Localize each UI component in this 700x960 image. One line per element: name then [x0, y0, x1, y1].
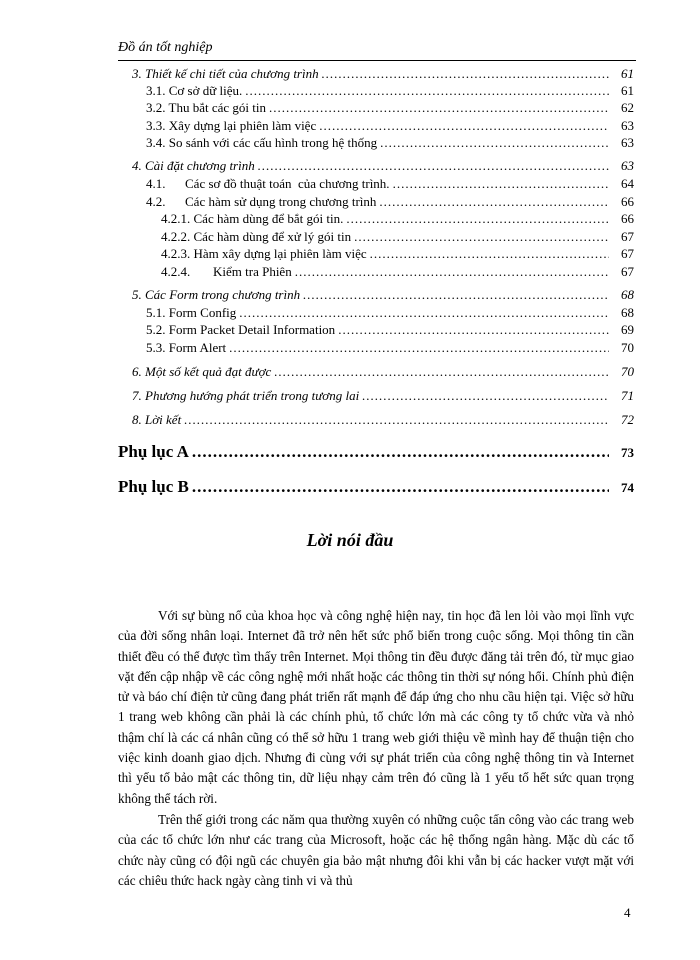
toc-entry [132, 412, 634, 428]
toc-entry-label: 4.1. Các sơ đồ thuật toán của chương trình. [146, 176, 390, 191]
toc-entry [146, 135, 634, 151]
toc-entry [118, 442, 634, 462]
toc-entry-page: 66 [621, 194, 634, 209]
toc-entry [146, 100, 634, 116]
toc-leader-dots [245, 83, 609, 99]
toc-entry [161, 229, 634, 245]
toc-entry-label: 3.3. Xây dựng lại phiên làm việc [146, 118, 317, 133]
toc-entry-label: Phụ lục A [118, 442, 189, 461]
toc-entry-page: 68 [621, 305, 634, 320]
toc-leader-dots [303, 287, 609, 303]
toc-leader-dots [379, 194, 609, 210]
toc-leader-dots [319, 118, 609, 134]
toc-entry-label: 5. Các Form trong chương trình [132, 287, 301, 302]
toc-entry-page: 62 [621, 100, 634, 115]
toc-entry-label: 6. Một số kết quả đạt được [132, 364, 272, 379]
toc-entry-label: 3. Thiết kế chi tiết của chương trình [132, 66, 319, 81]
toc-leader-dots [239, 305, 609, 321]
toc-entry [132, 66, 634, 82]
toc-entry-label: 3.1. Cơ sở dữ liệu. [146, 83, 243, 98]
toc-entry-page: 64 [621, 176, 634, 191]
toc-leader-dots [192, 477, 609, 497]
toc-leader-dots [295, 264, 609, 280]
toc-entry-page: 73 [621, 445, 634, 460]
toc-entry [146, 83, 634, 99]
toc-entry-page: 61 [621, 66, 634, 81]
toc-entry-label: 5.1. Form Config [146, 305, 237, 320]
toc-entry-label: 4.2.4. Kiểm tra Phiên [161, 264, 292, 279]
toc-entry-label: 4.2.1. Các hàm dùng để bắt gói tin. [161, 211, 344, 226]
running-header: Đồ án tốt nghiệp [118, 40, 213, 55]
toc-leader-dots [229, 340, 609, 356]
toc-leader-dots [370, 246, 609, 262]
toc-entry-page: 63 [621, 135, 634, 150]
toc-entry [161, 246, 634, 262]
toc-entry-page: 63 [621, 118, 634, 133]
toc-leader-dots [274, 364, 609, 380]
toc-entry-label: 3.2. Thu bắt các gói tin [146, 100, 266, 115]
toc-entry-page: 72 [621, 412, 634, 427]
toc-entry-label: 5.2. Form Packet Detail Information [146, 322, 336, 337]
toc-entry [132, 364, 634, 380]
section-title: Lời nói đầu [306, 530, 394, 550]
toc-entry [132, 388, 634, 404]
toc-entry-page: 67 [621, 229, 634, 244]
toc-leader-dots [380, 135, 609, 151]
toc-entry-page: 69 [621, 322, 634, 337]
toc-entry [161, 211, 634, 227]
toc-entry [118, 477, 634, 497]
toc-leader-dots [346, 211, 609, 227]
toc-entry-page: 63 [621, 158, 634, 173]
toc-entry-label: 4.2.2. Các hàm dùng để xử lý gói tin [161, 229, 352, 244]
toc-leader-dots [322, 66, 609, 82]
paragraph-1: Với sự bùng nổ của khoa học và công nghệ hiện nay, tin học đã len lỏi vào mọi lĩnh vực của đời sống nhân loại. Internet đã trở nên hết sức phổ biến trong cuộc sống. Mọi thông tin cần thiết đều có thể được tìm thấy trên Internet. Mọi thông tin đều được đăng tải trên đó, từ mục giao vặt đến cập nhập về các công nghệ mới nhất hoặc các thông tin thời sự nóng hổi. Chính phủ điện tử và báo chí điện tử cũng đang phát triển rất mạnh để đáp ứng cho nhu cầu hiện tại. Việc sở hữu 1 trang web không cần phải là các chính phủ, tổ chức lớn mà các công ty tổ chức vừa và nhỏ thậm chí là các cá nhân cũng có thể sở hữu 1 trang web giới thiệu về mình hay để thuận tiện cho việc kinh doanh giao dịch. Nhưng đi cùng với sự phát triển của công nghệ thông tin và Internet thì yếu tố bảo mật các thông tin, dữ liệu nhạy cảm trên đó cũng là 1 yếu tố hết sức quan trọng không thể tách rời. [118, 608, 634, 806]
page-number: 4 [624, 905, 631, 920]
toc-entry-page: 74 [621, 480, 634, 495]
toc-leader-dots [338, 322, 609, 338]
toc-entry-page: 67 [621, 246, 634, 261]
header-rule [118, 60, 636, 61]
toc-entry-page: 68 [621, 287, 634, 302]
toc-entry [161, 264, 634, 280]
toc-entry-label: 3.4. So sánh với các cấu hình trong hệ thống [146, 135, 378, 150]
toc-entry [146, 194, 634, 210]
toc-entry-label: 7. Phương hướng phát triển trong tương lai [132, 388, 360, 403]
toc-entry [146, 118, 634, 134]
toc-leader-dots [362, 388, 609, 404]
toc-entry-label: Phụ lục B [118, 477, 189, 496]
toc-leader-dots [354, 229, 609, 245]
toc-entry-page: 61 [621, 83, 634, 98]
toc-entry-label: 4.2.3. Hàm xây dựng lại phiên làm việc [161, 246, 367, 261]
toc-leader-dots [184, 412, 609, 428]
toc-entry [146, 322, 634, 338]
toc-entry-label: 5.3. Form Alert [146, 340, 227, 355]
toc-entry-label: 8. Lời kết [132, 412, 182, 427]
toc-entry-page: 70 [621, 340, 634, 355]
toc-entry [146, 305, 634, 321]
toc-entry-label: 4. Cài đặt chương trình [132, 158, 255, 173]
paragraph-2: Trên thế giới trong các năm qua thường xuyên có những cuộc tấn công vào các trang web của các tổ chức lớn như các trang của Microsoft, hoặc các hệ thống ngân hàng. Mặc dù các tổ chức này cũng có đội ngũ các chuyên gia bảo mật nhưng đôi khi vẫn bị các hacker vượt mặt với các chiêu thức hack ngày càng tinh vi và thủ [118, 812, 634, 888]
toc-entry-label: 4.2. Các hàm sử dụng trong chương trình [146, 194, 377, 209]
toc-entry [132, 287, 634, 303]
toc-entry [132, 158, 634, 174]
toc-leader-dots [269, 100, 609, 116]
toc-entry [146, 340, 634, 356]
toc-entry-page: 70 [621, 364, 634, 379]
toc-leader-dots [192, 442, 609, 462]
toc-leader-dots [258, 158, 609, 174]
toc-entry [146, 176, 634, 192]
toc-leader-dots [393, 176, 609, 192]
toc-entry-page: 67 [621, 264, 634, 279]
toc-entry-page: 66 [621, 211, 634, 226]
toc-entry-page: 71 [621, 388, 634, 403]
